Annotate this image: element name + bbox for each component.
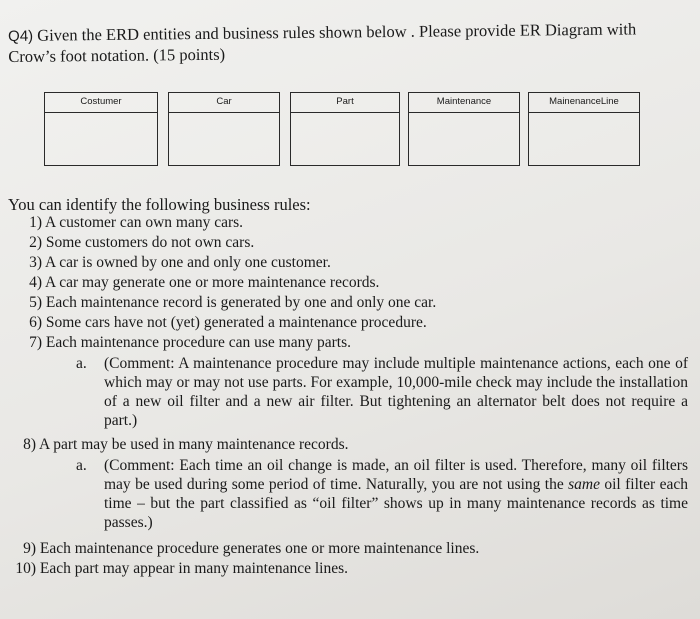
rules-intro: You can identify the following business rules: [8, 195, 311, 214]
list-item [24, 214, 243, 232]
rule-number: 2) [29, 234, 42, 251]
rule-text: A part may be used in many maintenance records. [39, 436, 349, 453]
entity-box-part [290, 92, 400, 166]
rule-text: Each maintenance record is generated by one and only one car. [45, 294, 437, 311]
entity-name: Car [169, 93, 279, 113]
entity-attributes-area [169, 113, 279, 165]
entity-attributes-area [409, 113, 519, 165]
comment-text-part: (Comment: Each time an oil change is made, an oil filter is used. Therefore, many oil filters may be used during some period of time. Naturally, you are not using the [104, 457, 688, 493]
list-item [14, 540, 479, 558]
comment-text [104, 456, 688, 532]
list-item [12, 560, 348, 578]
rule-number: 3) [29, 254, 42, 271]
question-heading [8, 19, 688, 67]
comment-text-part: oil filter each time – but the part classified as “oil filter” shows up in many maintenance records as time passes.) [104, 476, 688, 531]
entity-attributes-area [529, 113, 639, 165]
rule-number: 10) [15, 560, 36, 577]
rule-number: 7) [29, 334, 42, 351]
comment-emphasis: same [568, 476, 600, 493]
rule-number: 6) [29, 314, 42, 331]
entity-name: Part [291, 93, 399, 113]
rule-text: Each maintenance procedure generates one or more maintenance lines. [39, 540, 480, 557]
list-item [24, 254, 331, 272]
question-text-line1: Given the ERD entities and business rules shown below . Please provide ER Diagram with [37, 19, 637, 45]
entity-box-maintenance [408, 92, 520, 166]
list-item [24, 274, 379, 292]
question-number: Q4) [8, 27, 34, 45]
rule-number: 4) [29, 274, 42, 291]
rule-number: 1) [29, 214, 42, 231]
entity-attributes-area [45, 113, 157, 165]
rule-number: 8) [23, 436, 36, 453]
comment-label: a. [76, 457, 87, 474]
entity-name: Maintenance [409, 93, 519, 113]
rule-text: Each part may appear in many maintenance lines. [39, 560, 349, 577]
rule-number: 5) [29, 294, 42, 311]
rule-text: Some customers do not own cars. [45, 234, 255, 251]
list-item [24, 234, 254, 252]
entity-name: MainenanceLine [529, 93, 639, 113]
rule-text: Each maintenance procedure can use many parts. [45, 334, 351, 351]
list-item [24, 314, 427, 332]
rule-number: 9) [23, 540, 36, 557]
question-text-line2: Crow’s foot notation. (15 points) [8, 44, 226, 66]
rule-7-comment [76, 354, 690, 432]
list-item [24, 294, 436, 312]
rule-text: A car may generate one or more maintenance records. [45, 274, 380, 291]
entity-box-car [168, 92, 280, 166]
comment-label: a. [76, 355, 87, 372]
list-item [24, 334, 351, 352]
entity-attributes-area [291, 113, 399, 165]
comment-text: (Comment: A maintenance procedure may include multiple maintenance actions, each one of which may or may not use parts. For example, 10,000-mile check may include the installation of a new oil filter and a new air filter. But tightening an alternator belt does not require a part.) [104, 355, 688, 429]
rule-8-comment [76, 456, 690, 534]
entity-box-maintenance-line [528, 92, 640, 166]
rule-text: A car is owned by one and only one customer. [45, 254, 331, 271]
rule-text: Some cars have not (yet) generated a maintenance procedure. [45, 314, 427, 331]
rule-text: A customer can own many cars. [45, 214, 244, 231]
entity-box-costumer [44, 92, 158, 166]
entity-name: Costumer [45, 93, 157, 113]
list-item [18, 436, 349, 454]
